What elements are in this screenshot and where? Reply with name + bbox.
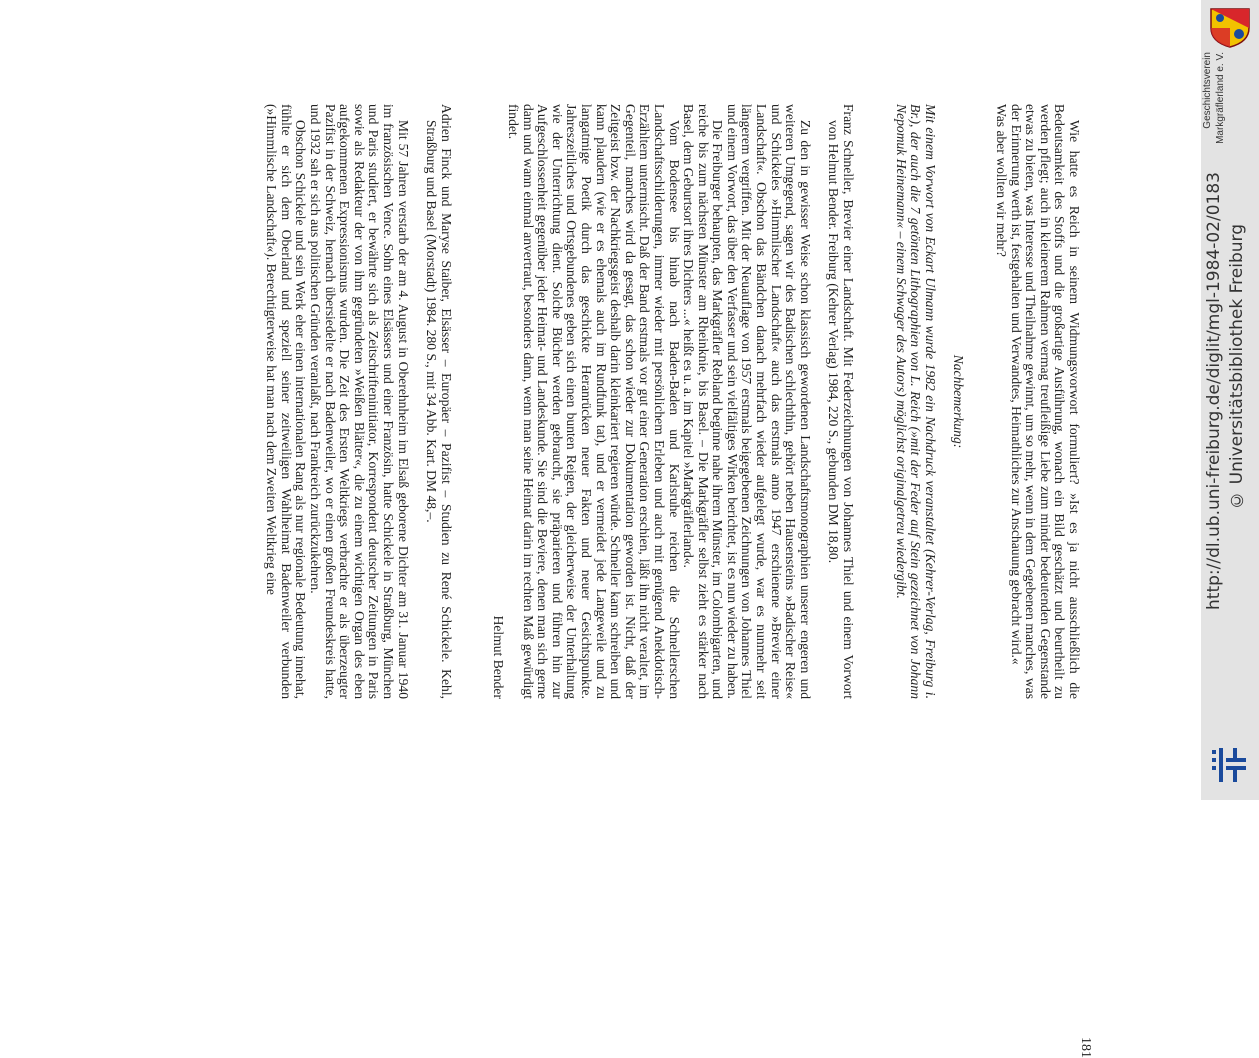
university-library-logo-icon bbox=[1209, 744, 1251, 786]
section-heading-nachbemerkung: Nachbemerkung: bbox=[951, 354, 967, 449]
society-crest-icon bbox=[1207, 6, 1253, 48]
review-paragraph: Mit 57 Jahren verstarb der am 4. August in Oberehnheim im Elsaß geborene Dichter am 31. Januar 1940 im französischen Vence. Sohn eines Elsässers und einer Französin, hatte Schickele in Straßburg, München und Paris studiert, er bewährte sich als Zeitschrifteninitiator, Korrespondent deutscher Zeitungen in Paris sowie als Redakteur der von ihm gegründeten »Weißen Blätter«, die zu einem wichtigen Organ des eben aufgekommenen Expressionismus wurden. Die Zeit des Ersten Weltkriegs verbrachte er als überzeugter Pazifist in der Schweiz, hernach übersiedelte er nach Badenweiler, wo er einen großen Freundeskreis hatte, und 1932 sah er sich aus politischen Gründen veranlaßt, nach Frankreich zurückzukehren. bbox=[308, 104, 411, 699]
viewer-sidebar bbox=[1201, 0, 1259, 800]
copyright-notice: © Universitätsbibliothek Freiburg bbox=[1227, 224, 1247, 510]
paragraph-nachbemerkung: Mit einem Vorwort von Eckart Ulmann wurde 1982 ein Nachdruck veranstaltet (Kehrer-Verlag, Freiburg i. Br.), der auch die 7 getönten Lithographien von L. Reich (»mit der Feder auf Stein gezeichnet von Johann Nepomuk Heinemann« – einem Schwager des Autors) möglichst originalgetreu wiedergibt. bbox=[893, 104, 938, 699]
review-paragraph: Zu den in gewisser Weise schon klassisch gewordenen Landschaftsmonographien unserer engeren und weiteren Umgegend, sagen wir des Badischen schlechthin, gehört neben Hausensteins »Badischer Reise« und Schickeles »Himmlischer Landschaft« auch das erstmals anno 1947 erschienene »Brevier einer Landschaft«. Obschon das Bändchen danach mehrfach wieder aufgelegt wurde, war es nunmehr seit längerem vergriffen. Mit der Neuauflage von 1957 erstmals beigegebenen Zeichnungen von Johannes Thiel und einem Vorwort, das über den Verfasser und sein vielfältiges Wirken berichtet, ist es nun wieder zu haben. bbox=[724, 104, 813, 699]
book-citation-finck-staiber: Adrien Finck und Maryse Staiber, Elsässer – Europäer – Pazifist – Studien zu René Schickele. Kehl, Straßburg und Basel (Morstadt) 1984. 280 S., mit 34 Abb. Kart. DM 48,–. bbox=[424, 104, 454, 699]
society-name-line2: Markgräflerland e. V. bbox=[1215, 52, 1226, 144]
paragraph-closing-question: Was aber wollten wir mehr? bbox=[994, 104, 1010, 257]
paragraph-reich-quote: Wie hatte es Reich in seinem Widmungsvorwort formuliert? »Ist es ja nicht ausschließlich die Bedeutsamkeit des Stoffs und die großartige Ausführung, wonach ein Bild geschätzt und beurtheilt zu werden pflegt; auch in kleinerem Rahmen vermag treufleißige Liebe zum minder bedeutenden Gegenstande etwas zu bieten, was Interesse und Theilnahme gewinnt, um so mehr, wenn in dem Gegebenen manches, was der Erinnerung werth ist, festgehalten und Verwandtes, Heimathliches zur Anschauung gebracht wird.« bbox=[1008, 104, 1082, 699]
review-author-signature: Helmut Bender bbox=[491, 615, 507, 699]
review-paragraph: Die Freiburger behaupten, das Markgräfler Rebland beginne nahe ihrem Münster, im Colombigarten, und reiche bis zum nächsten Münster am Rheinknie, bis Basel. – Die Markgräfler selbst zieht es stärker nach Basel, dem Geburtsort ihres Dichters ...« heißt es u. a. im Kapitel »Markgräflerland«. bbox=[681, 104, 726, 699]
page-number: 181 bbox=[1078, 1037, 1093, 1058]
text-column bbox=[264, 104, 1081, 699]
book-citation-schneller: Franz Schneller, Brevier einer Landschaft. Mit Federzeichnungen von Johannes Thiel und einem Vorwort von Helmut Bender. Freiburg (Kehrer Verlag) 1984, 220 S., gebunden DM 18,80. bbox=[826, 104, 857, 699]
review-paragraph: Vom Bodensee bis hinab nach Baden-Baden und Karlsruhe reichen die Schnellerschen Landschaftsschilderungen, immer wieder mit persönlichem Erleben und auch mit genügend Anekdotisch-Erzähltem untermischt. Daß der Band erstmals vor gut einer Generation erschien, läßt ihn nicht veraltet, im Gegenteil, manches wird da gesagt, das schon wieder zur Dokumentation geworden ist. Nicht, daß der Zeitgeist bzw. der Nachkriegsgeist deshalb darin kleinkariert regieren würde. Schneller kann schreiben und kann plaudern (wie er es ehemals auch im Rundfunk tat), und er vermeidet jede Langeweile und zu langatmige Poetik durch das geschickte Heranrücken neuer Fakten und neuer Gesichtspunkte. Jahreszeitliches und Ortsgebundenes geben sich einen bunten Reigen, der gleicherweise der Unterhaltung wie der Unterrichtung dient. Solche Bücher werden gebraucht, sie präparieren und führen hin zur Aufgeschlossenheit gegenüber jeder Heimat- und Landeskunde. Sie sind die Beviere, denen man sich gerne dann und wann einmal anvertraut, besonders dann, wenn man seine Heimat darin im rechten Maß gewürdigt findet. bbox=[506, 104, 682, 699]
review-paragraph: Obschon Schickele und sein Werk eher einen internationalen Rang als nur regionale Bedeutung innehat, fühlte er sich dem Oberland und speziell seiner zeitweiligen Wahlheimat Badenweiler verbunden (»Himmlische Landschaft«). Berechtigterweise hat man nach dem Zweiten Weltkrieg eine bbox=[264, 104, 309, 699]
permalink-url[interactable]: http://dl.ub.uni-freiburg.de/diglit/mgl-1984-02/0183 bbox=[1204, 172, 1224, 610]
society-name-line1: Geschichtsverein bbox=[1202, 52, 1213, 129]
